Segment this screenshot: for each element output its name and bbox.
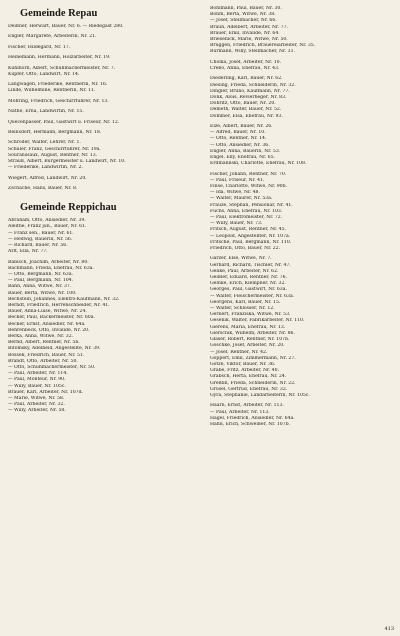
directory-entry: — Walter, Schlosser, Nr. 12. — [210, 306, 275, 312]
directory-entry: Georges, Paul, Gastwirt, Nr. 63a. — [210, 287, 287, 293]
directory-entry: Demeth, Walter, Bauer, Nr. 52. — [210, 107, 282, 113]
directory-entry: Diesing, Frieda, Schneiderin, Nr. 32. — [210, 82, 296, 88]
directory-entry: Gerhard, Richard, Tischler, Nr. 47. — [210, 262, 291, 268]
directory-entry: Friedrich, Otto, Bauer, Nr. 22. — [210, 246, 281, 252]
directory-entry: Hahn, Erich, Schweißer, Nr. 107b. — [210, 421, 291, 427]
directory-entry: — Josef, Rentner, Nr. 42. — [210, 349, 268, 355]
directory-entry: Dommer, Elsa, Ehefrau, Nr. 93. — [210, 113, 283, 119]
directory-entry: Aleithe, Franz jun., Bauer, Nr. 61. — [8, 224, 87, 230]
directory-entry: — Paul, Arbeiter, Nr. 114. — [8, 371, 68, 377]
directory-entry: Fischer, Hildegard, Nr. 17. — [8, 44, 71, 50]
directory-entry: Fuchs, Anna, Ehefrau, Nr. 103. — [210, 208, 283, 214]
directory-entry: Diederling, Karl, Bauer, Nr. 62. — [210, 76, 283, 82]
directory-entry: — Paul, Bergmann, Nr. 104. — [8, 278, 74, 284]
directory-entry: Braun, Adelbert, Arbeiter, Nr. 77. — [210, 24, 288, 30]
directory-entry: Gyra, Stephanie, Landarbeiterin, Nr. 105c. — [210, 392, 310, 398]
directory-entry: Wiegert, Alfred, Landwirt, Nr. 20. — [8, 175, 87, 181]
directory-entry: — Leopold, Angestellter, Nr. 107a. — [210, 233, 291, 239]
directory-entry: Dobritz, Otto, Bauer, Nr. 20. — [210, 101, 276, 107]
spacer — [8, 192, 194, 200]
directory-entry: Babisch, Joachim, Arbeiter, Nr. 80. — [8, 259, 89, 265]
directory-entry: Berndt, Friedrich, Herrenschneider, Nr. 41. — [8, 302, 110, 308]
directory-entry: Schröder, Walter, Lehrer, Nr. 1. — [8, 140, 81, 146]
directory-entry: Heinemann, Hermann, Holzarbeiter, Nr. 19. — [8, 55, 111, 61]
directory-entry: Gelike, Paul, Arbeiter, Nr. 62. — [210, 268, 279, 274]
directory-entry: Brauer, Karl, Arbeiter, Nr. 107d. — [8, 389, 83, 395]
directory-entry: — Otto, Ansiedler, Nr. 36. — [210, 142, 270, 148]
directory-entry: — Otto, Schuhmachermeister, Nr. 50. — [8, 364, 96, 370]
directory-entry: Gierens, Maria, Ehefrau, Nr. 13. — [210, 324, 286, 330]
directory-entry: Böhm, Berta, Witwe, Nr. 38. — [210, 12, 276, 18]
directory-entry: Grabsch, Herta, Ehefrau, Nr. 24. — [210, 374, 287, 380]
directory-entry: Bernd, Albert, Rentner, Nr. 5b. — [8, 340, 80, 346]
directory-entry: Bauer, Anna-Luise, Witwe, Nr. 24. — [8, 309, 87, 315]
section-heading-reppichau: Gemeinde Reppichau — [20, 202, 117, 214]
directory-entry: Arlt, Ella, Nr. 77. — [8, 249, 48, 255]
directory-entry: — Alfred, Bauer, Nr. 10. — [210, 130, 266, 136]
directory-entry: Gesenik, Walter, Fabrikarbeiter, Nr. 110. — [210, 318, 305, 324]
directory-entry: Deißner, Herwart, Bauer, Nr. 6. — Riedegast 280. — [8, 24, 124, 29]
directory-entry: Abraham, Otto, Ansiedler, Nr. 39. — [8, 218, 86, 224]
directory-entry: — Paul, Elektromeister, Nr. 72. — [210, 215, 283, 221]
directory-entry: Haarn, Ernst, Arbeiter, Nr. 113. — [210, 403, 284, 409]
left-column — [8, 6, 194, 415]
directory-entry: Brüggen, Friedrich, Brauereiarbeiter, Nr. 35. — [210, 43, 316, 49]
directory-entry: Brauer, Emil, Invalide, Nr. 64. — [210, 30, 280, 36]
right-column — [210, 6, 392, 428]
directory-entry: Nathe, Erna, Landwirtin, Nr. 15. — [8, 109, 84, 115]
directory-entry: Burmann, Willy, Stellmacher, Nr. 31. — [210, 49, 295, 55]
directory-entry: Fritsche, Paul, Bergmann, Nr. 110. — [210, 239, 292, 245]
directory-entry: Quecenpässer, Paul, Gastwirt u. Friseur, Nr. 12. — [8, 119, 120, 125]
directory-entry: — Ida, Witwe, Nr. 48. — [210, 190, 260, 196]
directory-entry: Fritsch, August, Rentner, Nr. 45. — [210, 227, 287, 233]
directory-entry: Georgens, Karl, Bauer, Nr. 15. — [210, 299, 281, 305]
directory-entry: Göppert, Emil, Zimmermann, Nr. 27. — [210, 355, 296, 361]
directory-entry: Langwagen, Friederike, Rentnerin, Nr. 16. — [8, 82, 108, 88]
directory-entry: Behrenbeck, Otto, Invalide, Nr. 20. — [8, 327, 90, 333]
directory-entry: Cholka, Josef, Arbeiter, Nr. 10. — [210, 59, 282, 65]
directory-entry: — Paul, Friseur, Nr. 41. — [210, 177, 265, 183]
directory-entry: Briesenick, Marie, Witwe, Nr. 50. — [210, 37, 288, 43]
directory-entry: — Richard, Bauer, Nr. 56. — [8, 242, 68, 248]
directory-entry: Bitomsky, Adelheid, Angestellte, Nr. 39. — [8, 346, 101, 352]
directory-entry: Engler, Anna, Bäuerin, Nr. 53. — [210, 148, 281, 154]
directory-entry: Strauß, Albert, Bürgermeister u. Landwirt, Nr. 10. — [8, 158, 126, 164]
directory-entry: Donk, Alois, Revierheger, Nr. 83. — [210, 95, 287, 101]
directory-entry: Grusel, Gertrud, Ehefrau, Nr. 32. — [210, 386, 288, 392]
directory-entry: Gernert, Franziska, Witwe, Nr. 53. — [210, 312, 291, 318]
directory-entry: Bachmann, Frieda, Ehefrau, Nr. 63a. — [8, 265, 94, 271]
directory-entry: — Josef, Stellmacher, Nr. 66. — [210, 18, 277, 24]
directory-entry: — Paul, Arbeiter, Nr. 32. — [8, 402, 65, 408]
directory-entry: Elze, Albert, Bauer, Nr. 26. — [210, 124, 273, 130]
directory-entry: Berka, Anna, Witwe, Nr. 32. — [8, 333, 74, 339]
directory-entry: — Willy, Bauer, Nr. 105c. — [8, 383, 66, 389]
directory-entry: Finse, Charlotte, Witwe, Nr. 90b. — [210, 184, 287, 190]
directory-entry: Bahn, Anna, Witwe, Nr. 37. — [8, 284, 72, 290]
directory-entry: Brandt, Otto, Arbeiter, Nr. 50. — [8, 358, 78, 364]
directory-entry: Crebo, Anna, Ehefrau, Nr. 43. — [210, 66, 280, 72]
directory-entry: — Paul, Arbeiter, Nr. 113. — [210, 409, 270, 415]
directory-entry: Gläser, Robert, Rentner, Nr. 107b. — [210, 337, 290, 343]
directory-entry: Hagel, Friedrich, Ansiedler, Nr. 64a. — [210, 415, 295, 421]
directory-entry: Reinsdorf, Hermann, Bergmann, Nr. 18. — [8, 129, 102, 135]
directory-entry: Schüler, Franz, Geschirrführer, Nr. 19a. — [8, 146, 101, 152]
directory-entry: Geißler, Eduard, Rentner, Nr. 76. — [210, 275, 287, 281]
directory-entry: Fischer, Johann, Rentner, Nr. 70. — [210, 171, 287, 177]
directory-entry: Göschke, Josef, Arbeiter, Nr. 20. — [210, 343, 285, 349]
directory-entry: — Walter, Fleischermeister, Nr. 63a. — [210, 293, 295, 299]
directory-entry: Souranssaux, August, Rentner, Nr. 13. — [8, 152, 98, 158]
directory-entry: Gierschik, Wilhelm, Arbeiter, Nr. 86. — [210, 330, 295, 336]
page-number: 413 — [384, 626, 394, 632]
directory-entry: — Otto, Bergmann, Nr. 63a. — [8, 271, 74, 277]
directory-entry: Böhlmann, Paul, Bauer, Nr. 30. — [210, 6, 282, 11]
directory-entry: — Willy, Arbeiter, Nr. 58. — [8, 408, 66, 414]
directory-entry: — Willy, Bauer, Nr. 73. — [210, 221, 263, 227]
directory-entry: Dingler, Bruno, Kaufmann, Nr. 77. — [210, 88, 290, 94]
directory-entry: Becker, Ernst, Ansiedler, Nr. 64a. — [8, 321, 86, 327]
directory-entry: — Hedwig, Bäuerin, Nr. 56. — [8, 236, 73, 242]
directory-entry: — Walter, Maurer, Nr. 53a. — [210, 196, 273, 202]
directory-entry: Frauze, Stephan, Pensionär, Nr. 41. — [210, 202, 293, 208]
directory-entry: Becker, Paul, Bäckermeister, Nr. 60a. — [8, 315, 95, 321]
directory-entry: Garzer, Else, Witwe, Nr. 7. — [210, 256, 272, 262]
directory-entry: Linde, Wilhelmine, Rentnerin, Nr. 11. — [8, 88, 96, 94]
directory-entry: — Friederike, Landwirtin, Nr. 2. — [8, 165, 83, 171]
directory-entry: Bechstein, Johannes, Elektro-Kaufmann, Nr. 32. — [8, 296, 120, 302]
directory-entry: Gelhke, Erich, Klempner, Nr. 32. — [210, 281, 286, 287]
directory-entry: Greßlin, Frieda, Schneiderin, Nr. 22. — [210, 380, 296, 386]
directory-entry: Grabe, Fritz, Arbeiter, Nr. 40. — [210, 368, 279, 374]
directory-entry: — Marie, Witwe, Nr. 58. — [8, 395, 65, 401]
section-heading-repau: Gemeinde Repau — [20, 8, 98, 19]
directory-entry: — Otto, Rentner, Nr. 14. — [210, 136, 267, 142]
directory-entry: Bauer, Berta, Witwe, Nr. 100. — [8, 290, 77, 296]
directory-entry: Kupfer, Otto, Landwirt, Nr. 14. — [8, 71, 80, 77]
directory-entry: Kühlhorn, Albert, Schuhmachermeister, Nr. 7. — [8, 65, 116, 71]
directory-entry: — Paul, Monteur, Nr. 90. — [8, 377, 66, 383]
directory-entry: Möhring, Friedrich, Geschirrführer, Nr. 13. — [8, 98, 109, 104]
directory-entry: Bossek, Friedrich, Bauer, Nr. 51. — [8, 352, 85, 358]
directory-entry: Götze, Viktor, Bauer, Nr. 36. — [210, 361, 276, 367]
directory-entry: Engel, Elly, Ehefrau, Nr. 65. — [210, 155, 276, 161]
directory-entry: Erdmannski, Charlotte, Ehefrau, Nr. 108. — [210, 161, 307, 167]
directory-entry: Zschache, Hans, Bauer, Nr. 8. — [8, 185, 78, 191]
directory-entry: Engler, Margarete, Arbeiterin, Nr. 21. — [8, 34, 97, 40]
directory-entry: — Franz sen., Bauer, Nr. 61. — [8, 230, 74, 236]
